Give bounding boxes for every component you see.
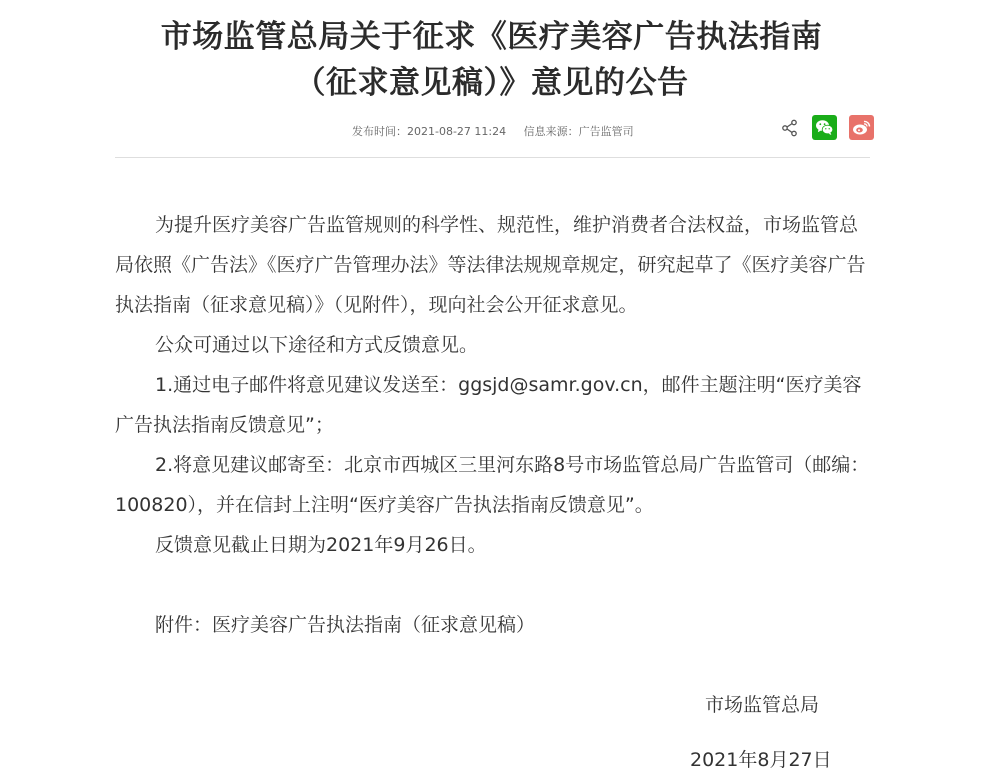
article-meta bbox=[352, 123, 648, 139]
wechat-share-button[interactable] bbox=[812, 115, 837, 140]
publish-time: 发布时间：2021-08-27 11:24 bbox=[352, 125, 507, 138]
share-button[interactable] bbox=[780, 118, 800, 138]
signature-org: 市场监管总局 bbox=[705, 694, 820, 716]
paragraph-mail: 2.将意见建议邮寄至：北京市西城区三里河东路8号市场监管总局广告监管司（邮编：100820），并在信封上注明“医疗美容广告执法指南反馈意见”。 bbox=[115, 454, 870, 516]
page-title bbox=[0, 14, 983, 106]
paragraph-email: 1.通过电子邮件将意见建议发送至：ggsjd@samr.gov.cn，邮件主题注明“医疗美容广告执法指南反馈意见”； bbox=[115, 374, 862, 436]
title-divider bbox=[115, 157, 870, 158]
paragraph-feedback-ways: 公众可通过以下途径和方式反馈意见。 bbox=[155, 334, 479, 356]
title-line-2: （征求意见稿）》意见的公告 bbox=[294, 65, 689, 101]
paragraph-deadline: 反馈意见截止日期为2021年9月26日。 bbox=[155, 534, 487, 556]
title-line-1: 市场监管总局关于征求《医疗美容广告执法指南 bbox=[160, 19, 823, 55]
weibo-share-button[interactable] bbox=[849, 115, 874, 140]
spacer bbox=[115, 565, 875, 605]
wechat-icon bbox=[815, 119, 834, 136]
article-body bbox=[115, 205, 875, 645]
share-toolbar bbox=[780, 115, 874, 140]
signature-date: 2021年8月27日 bbox=[690, 749, 832, 771]
weibo-icon bbox=[852, 119, 871, 136]
attachment-link[interactable]: 附件：医疗美容广告执法指南（征求意见稿） bbox=[155, 614, 536, 636]
share-icon bbox=[780, 118, 800, 138]
info-source: 信息来源：广告监管司 bbox=[523, 125, 634, 138]
paragraph-intro: 为提升医疗美容广告监管规则的科学性、规范性，维护消费者合法权益，市场监管总局依照《广告法》《医疗广告管理办法》等法律法规规章规定，研究起草了《医疗美容广告执法指南（征求意见稿）》（见附件），现向社会公开征求意见。 bbox=[115, 214, 866, 316]
